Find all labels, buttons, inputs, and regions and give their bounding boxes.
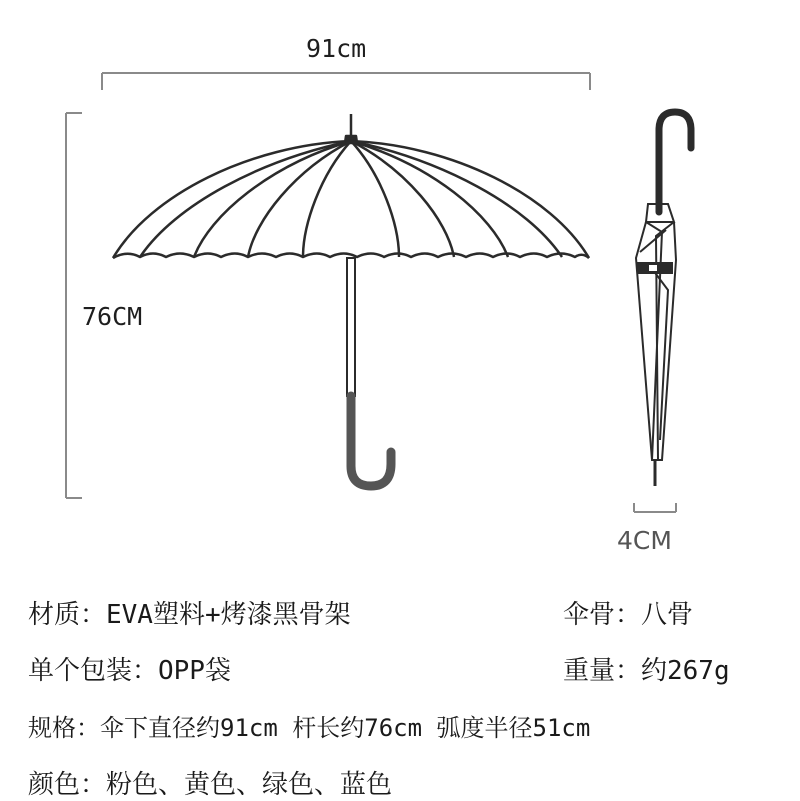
- height-dimension-bracket: [66, 113, 82, 498]
- spec-size: 规格：伞下直径约91cm 杆长约76cm 弧度半径51cm: [28, 714, 591, 742]
- closed-width-bracket: [634, 503, 676, 512]
- height-label: 76CM: [82, 302, 143, 331]
- umbrella-handle: [351, 396, 391, 486]
- spec-material: 材质：EVA塑料+烤漆黑骨架: [28, 600, 351, 630]
- umbrella-shaft: [347, 258, 355, 396]
- width-dimension-bracket: [102, 73, 590, 90]
- closed-umbrella: [636, 112, 691, 486]
- spec-ribs: 伞骨：八骨: [563, 600, 694, 630]
- spec-package: 单个包装：OPP袋: [28, 656, 231, 686]
- open-umbrella: [113, 114, 589, 258]
- spec-weight: 重量：约267g: [563, 656, 730, 686]
- spec-colors: 颜色：粉色、黄色、绿色、蓝色: [28, 770, 393, 800]
- width-label: 91cm: [306, 34, 367, 63]
- closed-width-label: 4CM: [617, 526, 672, 555]
